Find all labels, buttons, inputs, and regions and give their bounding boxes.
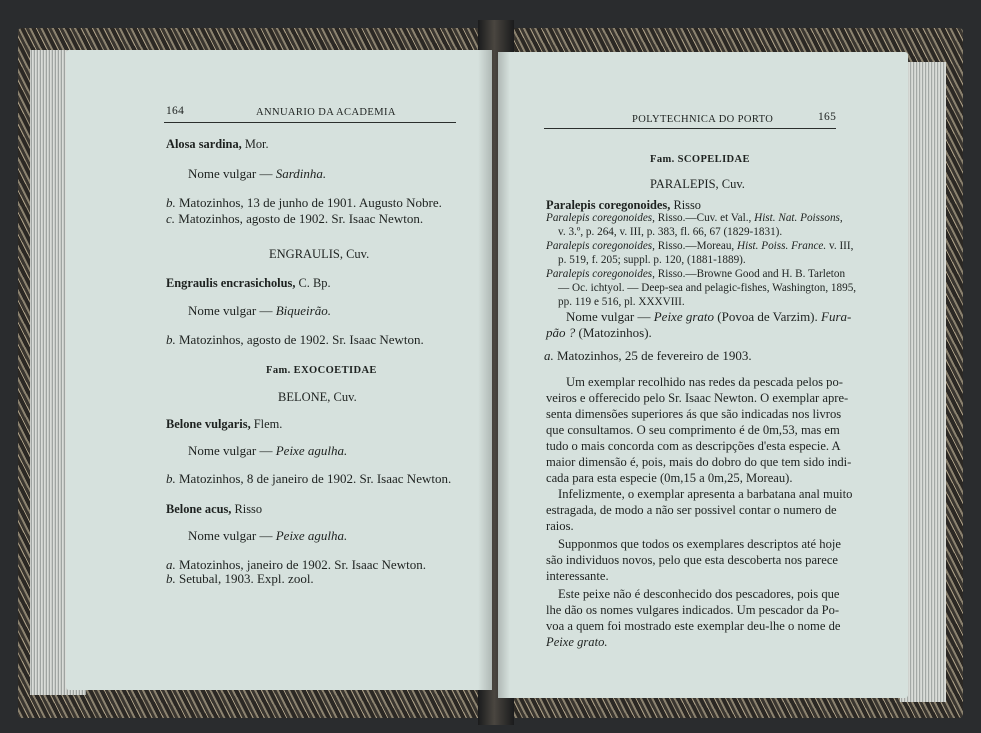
- species-entry: Belone acus, Risso: [166, 502, 263, 516]
- synonymy-line: Paralepis coregonoides, Risso.—Moreau, Hist. Poiss. France. v. III,: [546, 240, 854, 252]
- body-text-line: são individuos novos, pelo que esta descoberta nos parece: [546, 553, 839, 567]
- record-line: c. Matozinhos, agosto de 1902. Sr. Isaac Newton.: [166, 211, 424, 226]
- vulgar-name-line: Nome vulgar — Sardinha.: [188, 166, 327, 181]
- body-text-line: Peixe grato.: [546, 635, 608, 649]
- body-text-line: Infelizmente, o exemplar apresenta a barbatana anal muito: [558, 487, 853, 501]
- genus-heading: PARALEPIS, Cuv.: [650, 177, 745, 191]
- right-page: [498, 52, 908, 698]
- species-entry: Alosa sardina, Mor.: [166, 137, 269, 151]
- body-text-line: tudo o mais concorda com as descripções d'esta especie. A: [546, 439, 841, 453]
- genus-heading: BELONE, Cuv.: [278, 390, 357, 404]
- species-entry: Belone vulgaris, Flem.: [166, 417, 283, 431]
- vulgar-name-line: Nome vulgar — Peixe agulha.: [188, 443, 348, 458]
- record-line: b. Matozinhos, 8 de janeiro de 1902. Sr. Isaac Newton.: [166, 471, 452, 486]
- body-text-line: Um exemplar recolhido nas redes da pescada pelos po-: [566, 375, 843, 389]
- vulgar-name-line: Nome vulgar — Peixe grato (Povoa de Varzim). Fura-: [566, 309, 852, 324]
- genus-heading: ENGRAULIS, Cuv.: [269, 247, 370, 261]
- synonymy-line: Paralepis coregonoides, Risso.—Browne Good and H. B. Tarleton: [546, 268, 846, 280]
- body-text-line: que consultamos. O seu comprimento é de 0m,53, mas em: [546, 423, 840, 437]
- running-head-left: ANNUARIO DA ACADEMIA: [256, 107, 396, 118]
- running-head-right: POLYTECHNICA DO PORTO: [632, 114, 774, 125]
- species-entry: Engraulis encrasicholus, C. Bp.: [166, 276, 331, 290]
- header-rule-right: [544, 128, 836, 129]
- header-rule-left: [164, 122, 456, 123]
- body-text-line: estragada, de modo a não ser possivel contar o numero de: [546, 503, 837, 517]
- body-text-line: senta dimensões superiores ás que são indicadas nos livros: [546, 407, 842, 421]
- synonymy-line: pp. 119 e 516, pl. XXXVIII.: [558, 296, 685, 308]
- vulgar-name-line: Nome vulgar — Biqueirão.: [188, 303, 331, 318]
- record-line: b. Matozinhos, agosto de 1902. Sr. Isaac Newton.: [166, 332, 424, 347]
- page-number-left: 164: [166, 105, 185, 117]
- body-text-line: lhe dão os nomes vulgares indicados. Um pescador da Po-: [546, 603, 840, 617]
- body-text-line: maior dimensão é, pois, mais do dobro do que tem sido indi-: [546, 455, 852, 469]
- body-text-line: Este peixe não é desconhecido dos pescadores, pois que: [558, 587, 840, 601]
- record-line: a. Matozinhos, 25 de fevereiro de 1903.: [544, 348, 752, 363]
- body-text-line: Supponmos que todos os exemplares descriptos até hoje: [558, 537, 841, 551]
- vulgar-name-line: pão ? (Matozinhos).: [546, 325, 652, 340]
- body-text-line: raios.: [546, 519, 574, 533]
- synonymy-line: Paralepis coregonoides, Risso.—Cuv. et Val., Hist. Nat. Poissons,: [546, 212, 843, 224]
- body-text-line: veiros e offerecido pelo Sr. Isaac Newton. O exemplar apre-: [546, 391, 849, 405]
- synonymy-line: — Oc. ichtyol. — Deep-sea and pelagic-fishes, Washington, 1895,: [558, 282, 857, 294]
- family-heading: Fam. SCOPELIDAE: [650, 154, 750, 165]
- page-number-right: 165: [818, 111, 837, 123]
- species-entry: Paralepis coregonoides, Risso: [546, 198, 702, 212]
- body-text-line: voa a quem foi mostrado este exemplar deu-lhe o nome de: [546, 619, 841, 633]
- record-line: b. Matozinhos, 13 de junho de 1901. Augusto Nobre.: [166, 195, 442, 210]
- synonymy-line: p. 519, f. 205; suppl. p. 120, (1881-1889).: [558, 254, 746, 266]
- family-heading: Fam. EXOCOETIDAE: [266, 365, 377, 376]
- body-text-line: cada para esta especie (0m,15 a 0m,25, Moreau).: [546, 471, 793, 485]
- synonymy-line: v. 3.º, p. 264, v. III, p. 383, fl. 66, 67 (1829-1831).: [558, 226, 783, 238]
- record-line: b. Setubal, 1903. Expl. zool.: [166, 571, 314, 586]
- vulgar-name-line: Nome vulgar — Peixe agulha.: [188, 528, 348, 543]
- body-text-line: interessante.: [546, 569, 609, 583]
- record-line: a. Matozinhos, janeiro de 1902. Sr. Isaac Newton.: [166, 557, 426, 572]
- left-page: [66, 50, 492, 690]
